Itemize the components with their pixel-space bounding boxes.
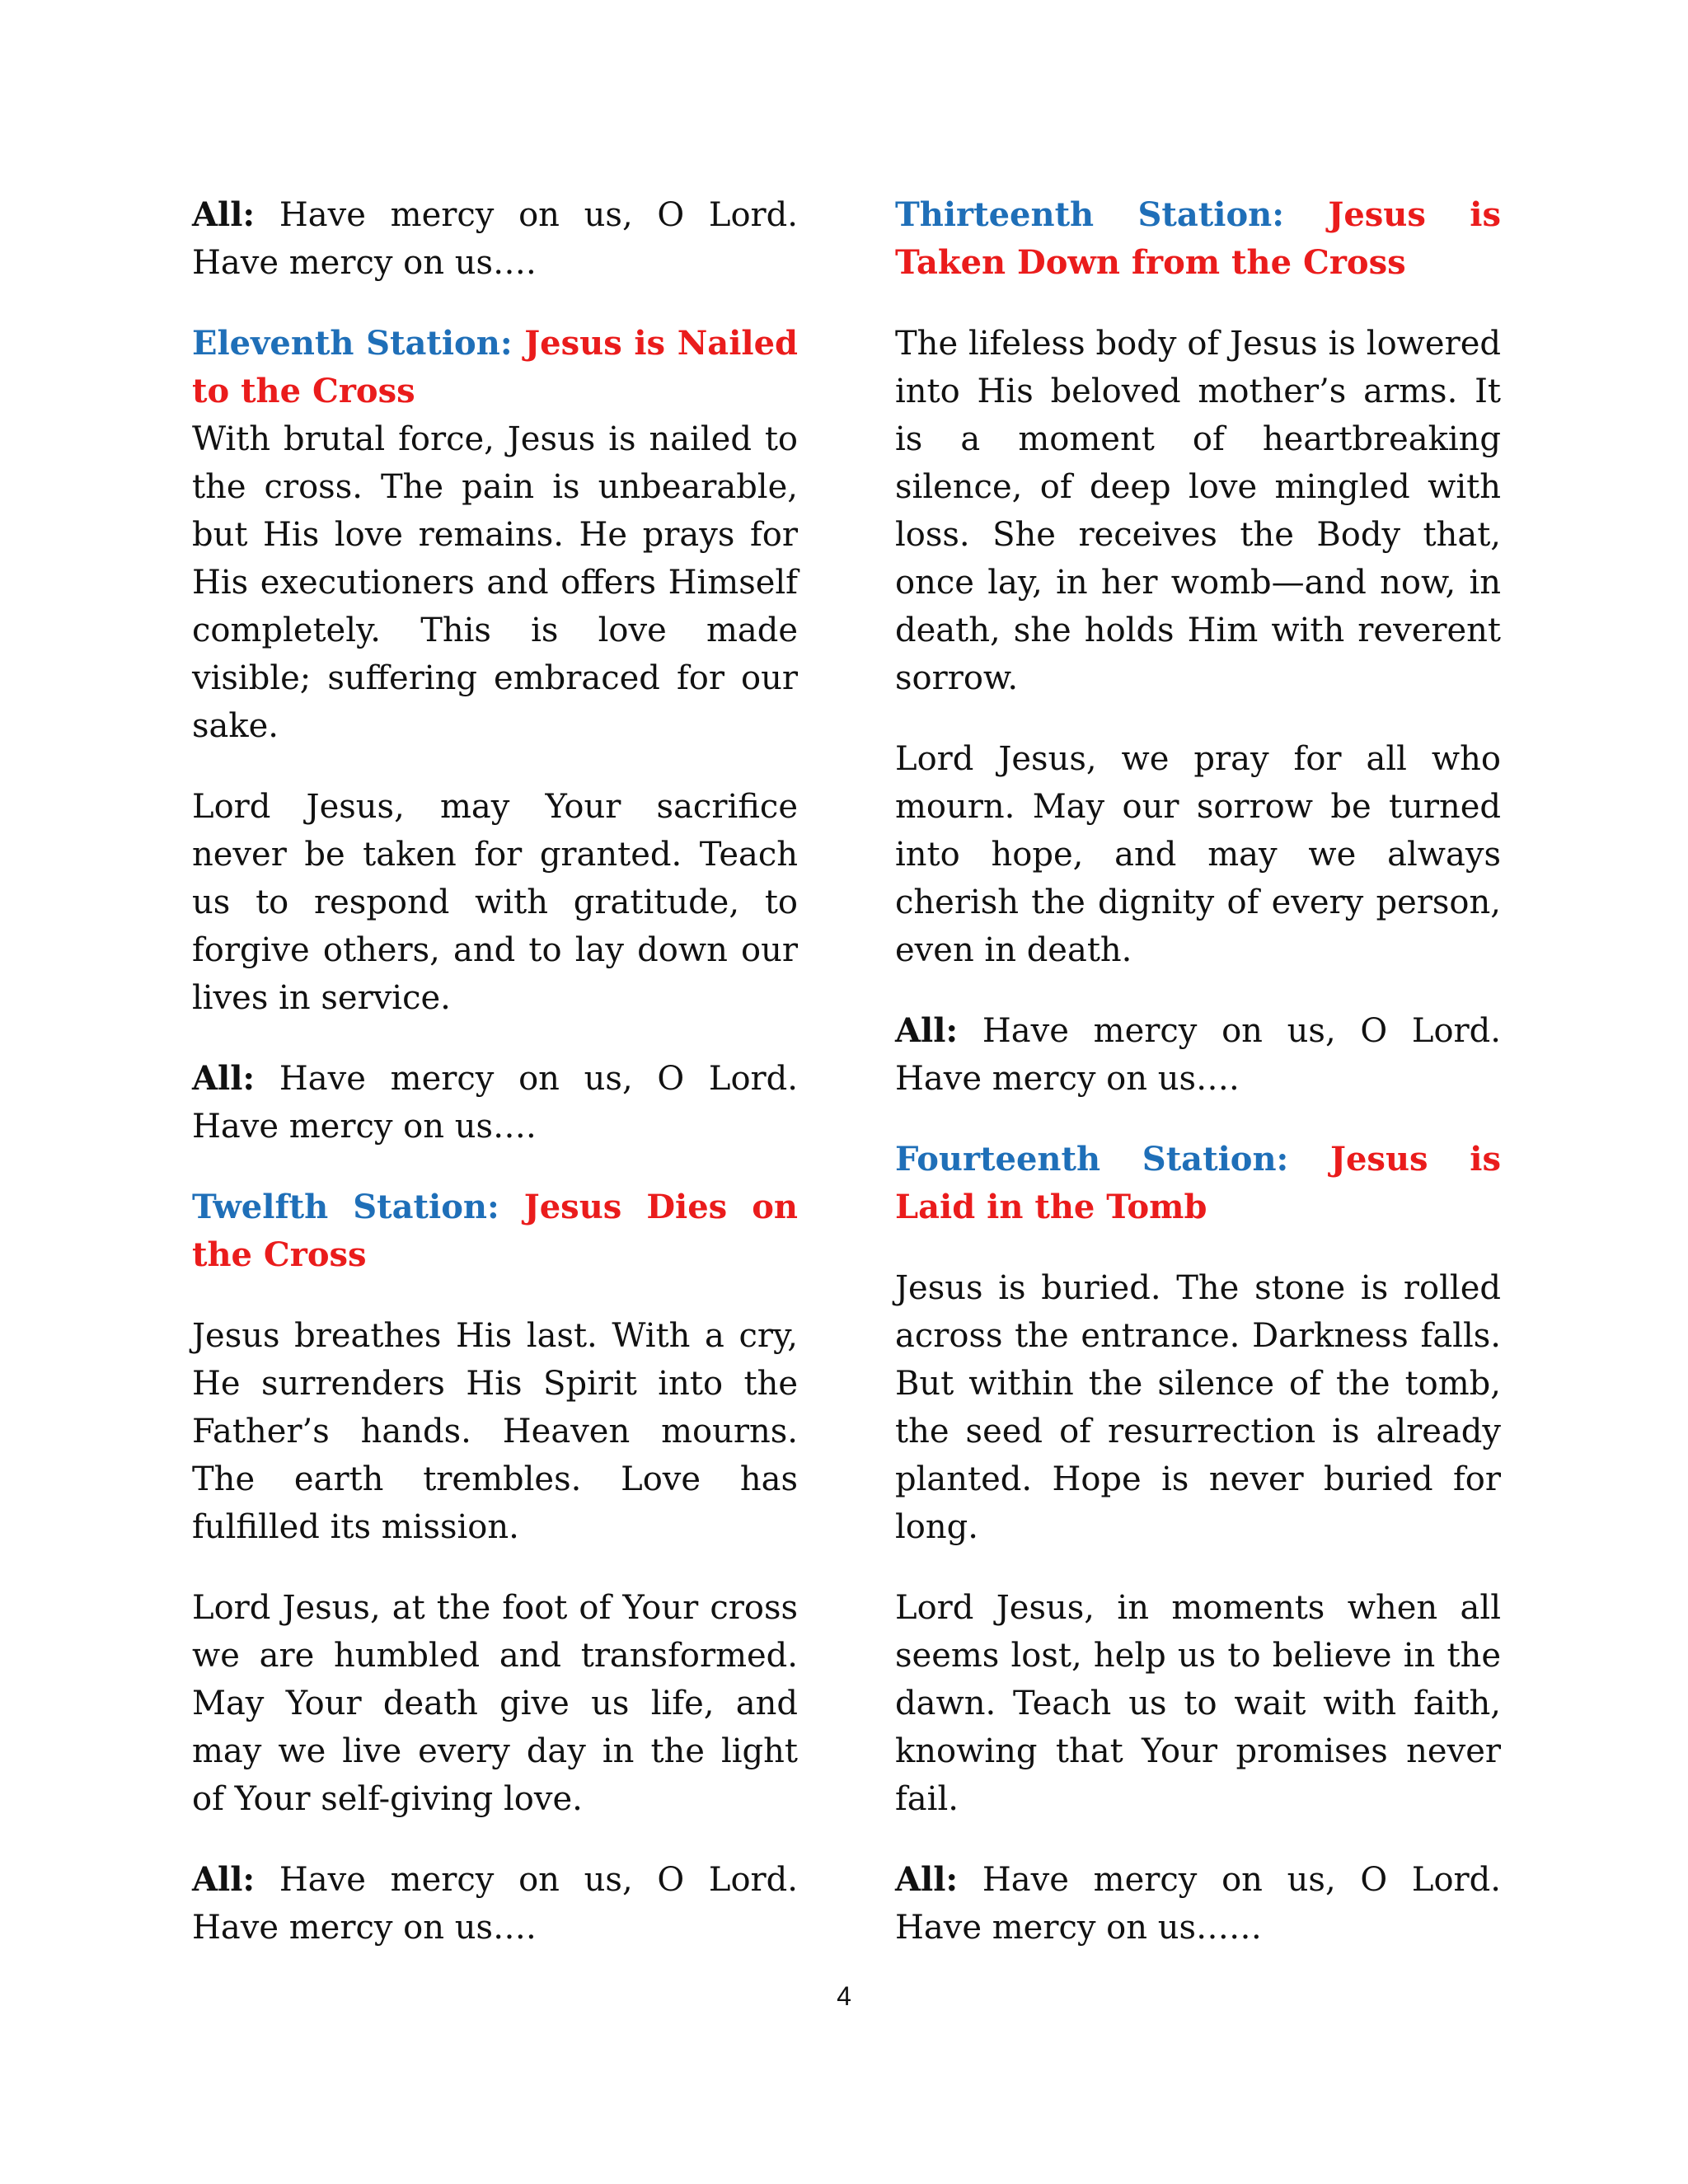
station-prayer-11: Lord Jesus, may Your sacrifice never be taken for granted. Teach us to respond with gratitude, to forgive others, and to lay down our lives in service. bbox=[192, 788, 798, 1017]
response-all bbox=[192, 1055, 798, 1151]
response-text: Have mercy on us, O Lord. Have mercy on us…. bbox=[192, 1861, 798, 1947]
right-column bbox=[895, 191, 1501, 1952]
station-number: Thirteenth Station: bbox=[895, 195, 1285, 234]
station-prayer-14: Lord Jesus, in moments when all seems lost, help us to believe in the dawn. Teach us to wait with faith, knowing that Your promises never fail. bbox=[895, 1589, 1501, 1818]
response-all bbox=[192, 1856, 798, 1952]
station-heading-11 bbox=[192, 320, 798, 415]
station-title: Jesus is Laid in the Tomb bbox=[895, 1140, 1502, 1226]
station-prayer-12: Lord Jesus, at the foot of Your cross we are humbled and transformed. May Your death give us life, and may we live every day in the light of Your self-giving love. bbox=[192, 1589, 798, 1818]
station-prayer-13: Lord Jesus, we pray for all who mourn. May our sorrow be turned into hope, and may we always cherish the dignity of every person, even in death. bbox=[895, 740, 1501, 969]
response-text: Have mercy on us, O Lord. Have mercy on us…. bbox=[895, 1012, 1501, 1098]
response-label: All: bbox=[192, 1059, 256, 1098]
station-number: Twelfth Station: bbox=[192, 1188, 499, 1226]
station-title: Jesus is Nailed to the Cross bbox=[192, 324, 799, 410]
response-all bbox=[895, 1007, 1501, 1103]
station-body-11: With brutal force, Jesus is nailed to the cross. The pain is unbearable, but His love remains. He prays for His executioners and offers Himself completely. This is love made visible; suffering embraced for our sake. bbox=[192, 420, 798, 745]
station-heading-12 bbox=[192, 1183, 798, 1279]
station-number: Eleventh Station: bbox=[192, 324, 513, 363]
response-text: Have mercy on us, O Lord. Have mercy on us…. bbox=[192, 196, 798, 282]
response-all bbox=[192, 191, 798, 287]
response-label: All: bbox=[895, 1860, 959, 1899]
station-title: Jesus Dies on the Cross bbox=[192, 1188, 798, 1274]
response-text: Have mercy on us, O Lord. Have mercy on us…… bbox=[895, 1861, 1501, 1947]
station-title: Jesus is Taken Down from the Cross bbox=[895, 195, 1502, 282]
response-text: Have mercy on us, O Lord. Have mercy on us…. bbox=[192, 1060, 798, 1146]
response-label: All: bbox=[895, 1011, 959, 1050]
response-all bbox=[895, 1856, 1501, 1952]
response-label: All: bbox=[192, 195, 256, 234]
station-body-12: Jesus breathes His last. With a cry, He surrenders His Spirit into the Father’s hands. Heaven mourns. The earth trembles. Love has fulfilled its mission. bbox=[192, 1317, 798, 1546]
station-number: Fourteenth Station: bbox=[895, 1140, 1289, 1179]
station-body-13: The lifeless body of Jesus is lowered into His beloved mother’s arms. It is a moment of heartbreaking silence, of deep love mingled with loss. She receives the Body that, once lay, in her womb—and now, in death, she holds Him with reverent sorrow. bbox=[895, 325, 1501, 697]
station-heading-13 bbox=[895, 191, 1501, 287]
station-body-14: Jesus is buried. The stone is rolled across the entrance. Darkness falls. But within the silence of the tomb, the seed of resurrection is already planted. Hope is never buried for long. bbox=[895, 1269, 1501, 1546]
left-column bbox=[192, 191, 798, 1952]
page-number: 4 bbox=[837, 1981, 851, 2011]
response-label: All: bbox=[192, 1860, 256, 1899]
station-heading-14 bbox=[895, 1136, 1501, 1231]
